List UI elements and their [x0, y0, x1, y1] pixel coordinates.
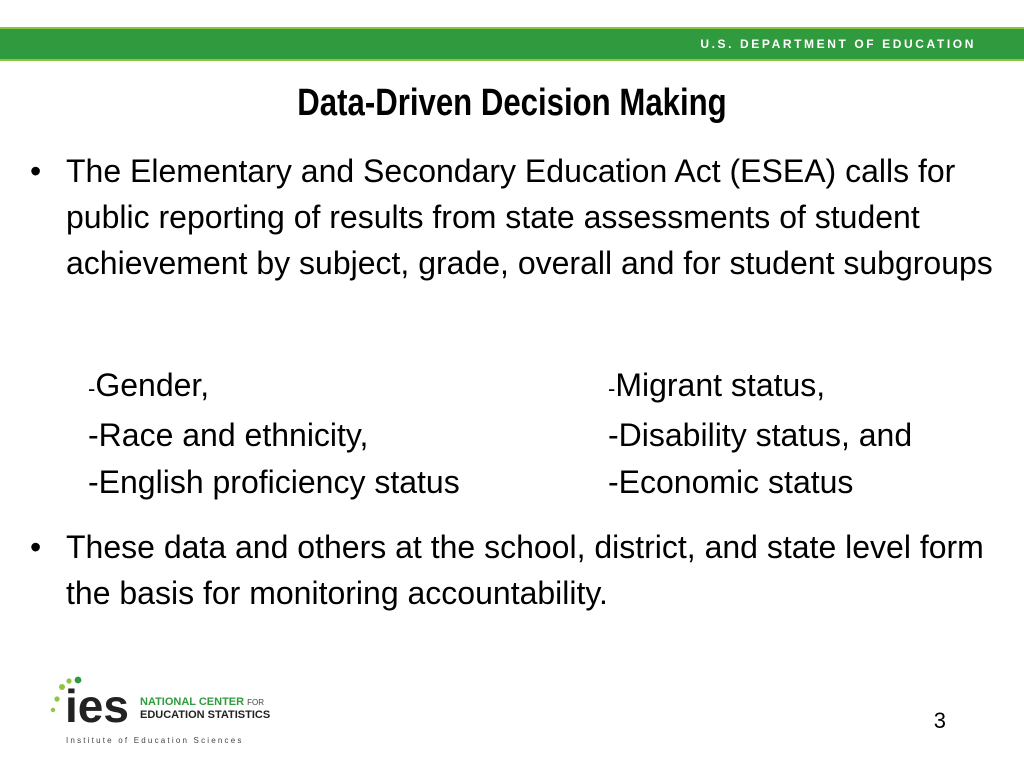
- subgroup-item: -Economic status: [608, 464, 854, 500]
- svg-text:EDUCATION STATISTICS: EDUCATION STATISTICS: [140, 709, 271, 721]
- svg-text:Institute of Education Science: Institute of Education Sciences: [66, 736, 244, 745]
- page-number: 3: [933, 708, 946, 733]
- svg-text:ies: ies: [65, 680, 129, 732]
- bullet-dot-icon: •: [30, 153, 42, 189]
- bullet-item: [30, 524, 1005, 664]
- subgroup-item: -Race and ethnicity,: [88, 417, 369, 453]
- bullet-text: These data and others at the school, district, and state level form the basis for monitoring accountability.: [66, 529, 984, 611]
- ies-logo: [48, 676, 288, 746]
- subgroup-list-right: [608, 362, 912, 506]
- header-divider-top: [0, 27, 1024, 29]
- agency-name: U.S. DEPARTMENT OF EDUCATION: [700, 37, 976, 51]
- bullet-item: [30, 148, 1005, 338]
- subgroup-list-left: [88, 362, 460, 506]
- subgroup-item: -Migrant status,: [608, 367, 826, 403]
- bullet-dot-icon: •: [30, 529, 42, 565]
- subgroup-item: -Gender,: [88, 367, 210, 403]
- slide-title: Data-Driven Decision Making: [297, 82, 727, 124]
- subgroup-item: -English proficiency status: [88, 464, 460, 500]
- header-divider-bottom: [0, 59, 1024, 61]
- svg-text:NATIONAL CENTERFOR: NATIONAL CENTER FOR: [140, 696, 264, 708]
- bullet-text: The Elementary and Secondary Education Act (ESEA) calls for public reporting of results from state assessments of student achievement by subject, grade, overall and for student subgroups: [66, 153, 993, 281]
- subgroup-item: -Disability status, and: [608, 417, 913, 453]
